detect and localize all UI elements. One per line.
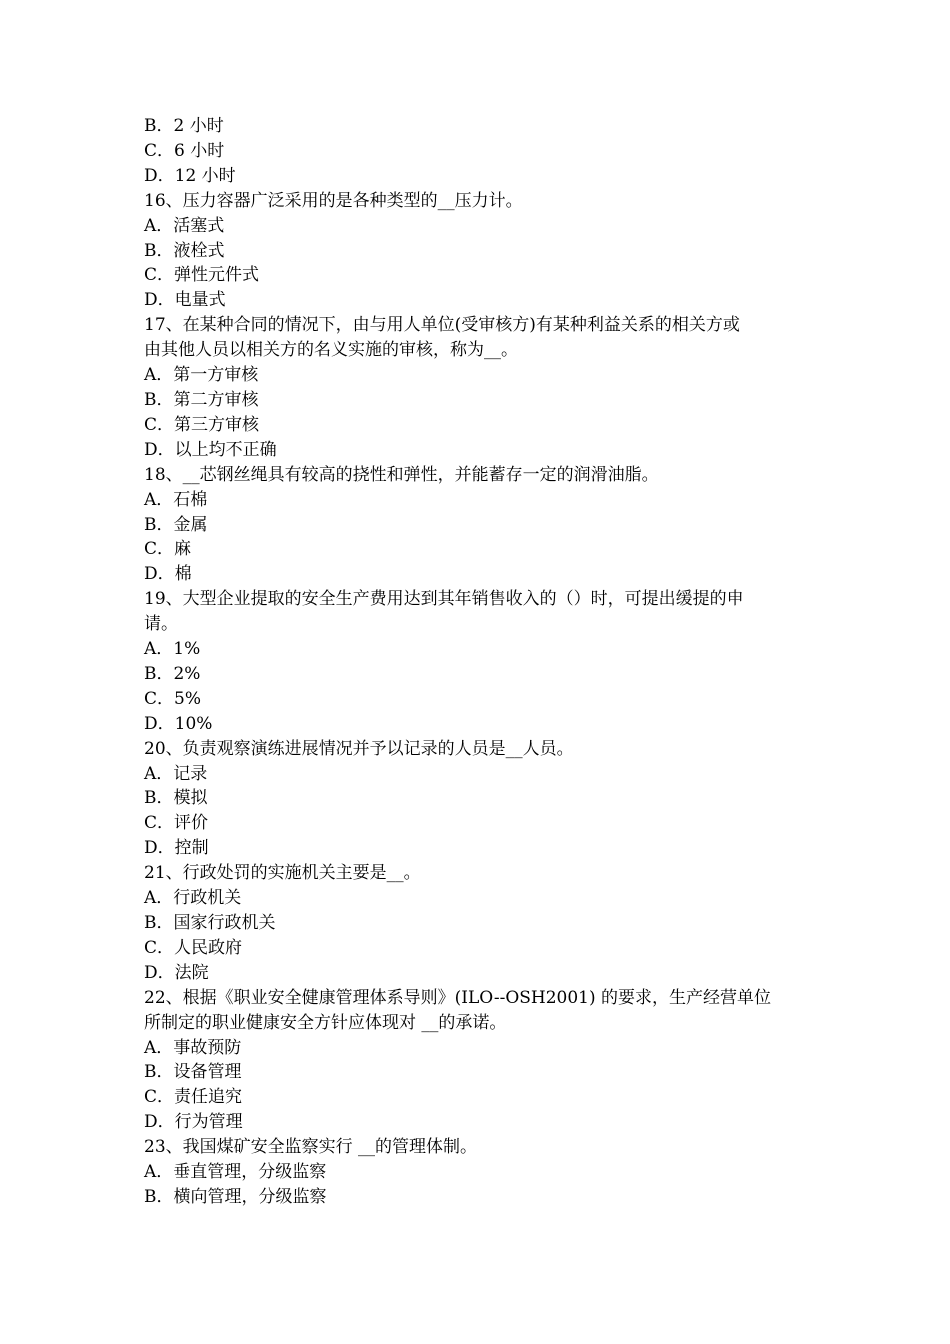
answer-option: A．记录 — [144, 763, 208, 784]
answer-option: C．责任追究 — [144, 1087, 243, 1108]
answer-option: B．设备管理 — [144, 1062, 242, 1083]
answer-option: B．模拟 — [144, 788, 208, 809]
answer-option: C．第三方审核 — [144, 414, 260, 435]
answer-option: A．石棉 — [144, 489, 208, 510]
answer-option: A．行政机关 — [144, 888, 242, 909]
question-text: 20、负责观察演练进展情况并予以记录的人员是__人员。 — [144, 738, 574, 759]
answer-option: A．事故预防 — [144, 1037, 242, 1058]
question-text: 16、压力容器广泛采用的是各种类型的__压力计。 — [144, 190, 523, 211]
answer-option: C．5% — [144, 688, 201, 709]
answer-option: C．评价 — [144, 813, 209, 834]
answer-option: D．以上均不正确 — [144, 439, 277, 460]
answer-option: D．行为管理 — [144, 1112, 243, 1133]
answer-option: A．活塞式 — [144, 215, 225, 236]
question-text: 所制定的职业健康安全方针应体现对 __的承诺。 — [144, 1012, 507, 1033]
answer-option: B．2% — [144, 663, 201, 684]
answer-option: D．棉 — [144, 564, 192, 585]
answer-option: B．2 小时 — [144, 116, 224, 136]
answer-option: A．垂直管理，分级监察 — [144, 1162, 327, 1183]
question-text: 19、大型企业提取的安全生产费用达到其年销售收入的（）时，可提出缓提的申 — [144, 589, 744, 610]
answer-option: C．人民政府 — [144, 937, 243, 958]
question-text: 由其他人员以相关方的名义实施的审核，称为__。 — [144, 340, 518, 361]
answer-option: D．控制 — [144, 838, 209, 859]
answer-option: D．法院 — [144, 962, 209, 983]
answer-option: B．液栓式 — [144, 240, 225, 261]
answer-option: D．电量式 — [144, 290, 226, 311]
question-text: 21、行政处罚的实施机关主要是__。 — [144, 863, 421, 884]
answer-option: B．金属 — [144, 514, 208, 535]
answer-option: C．6 小时 — [144, 140, 225, 161]
answer-option: A．第一方审核 — [144, 365, 259, 386]
question-text: 18、__芯钢丝绳具有较高的挠性和弹性，并能蓄存一定的润滑油脂。 — [144, 464, 659, 485]
answer-option: C．弹性元件式 — [144, 265, 260, 286]
document-body — [144, 114, 814, 1210]
answer-option: B．国家行政机关 — [144, 913, 276, 933]
question-text: 请。 — [144, 614, 178, 635]
answer-option: A．1% — [144, 639, 201, 660]
answer-option: B．第二方审核 — [144, 389, 259, 410]
question-text: 17、在某种合同的情况下，由与用人单位(受审核方)有某种利益关系的相关方或 — [144, 315, 740, 336]
answer-option: C．麻 — [144, 539, 192, 560]
answer-option: B．横向管理，分级监察 — [144, 1186, 327, 1207]
question-text: 23、我国煤矿安全监察实行 __的管理体制。 — [144, 1137, 478, 1158]
answer-option: D．12 小时 — [144, 165, 236, 186]
answer-option: D．10% — [144, 713, 213, 734]
question-text: 22、根据《职业安全健康管理体系导则》(ILO--OSH2001) 的要求，生产经营单位 — [144, 987, 772, 1008]
